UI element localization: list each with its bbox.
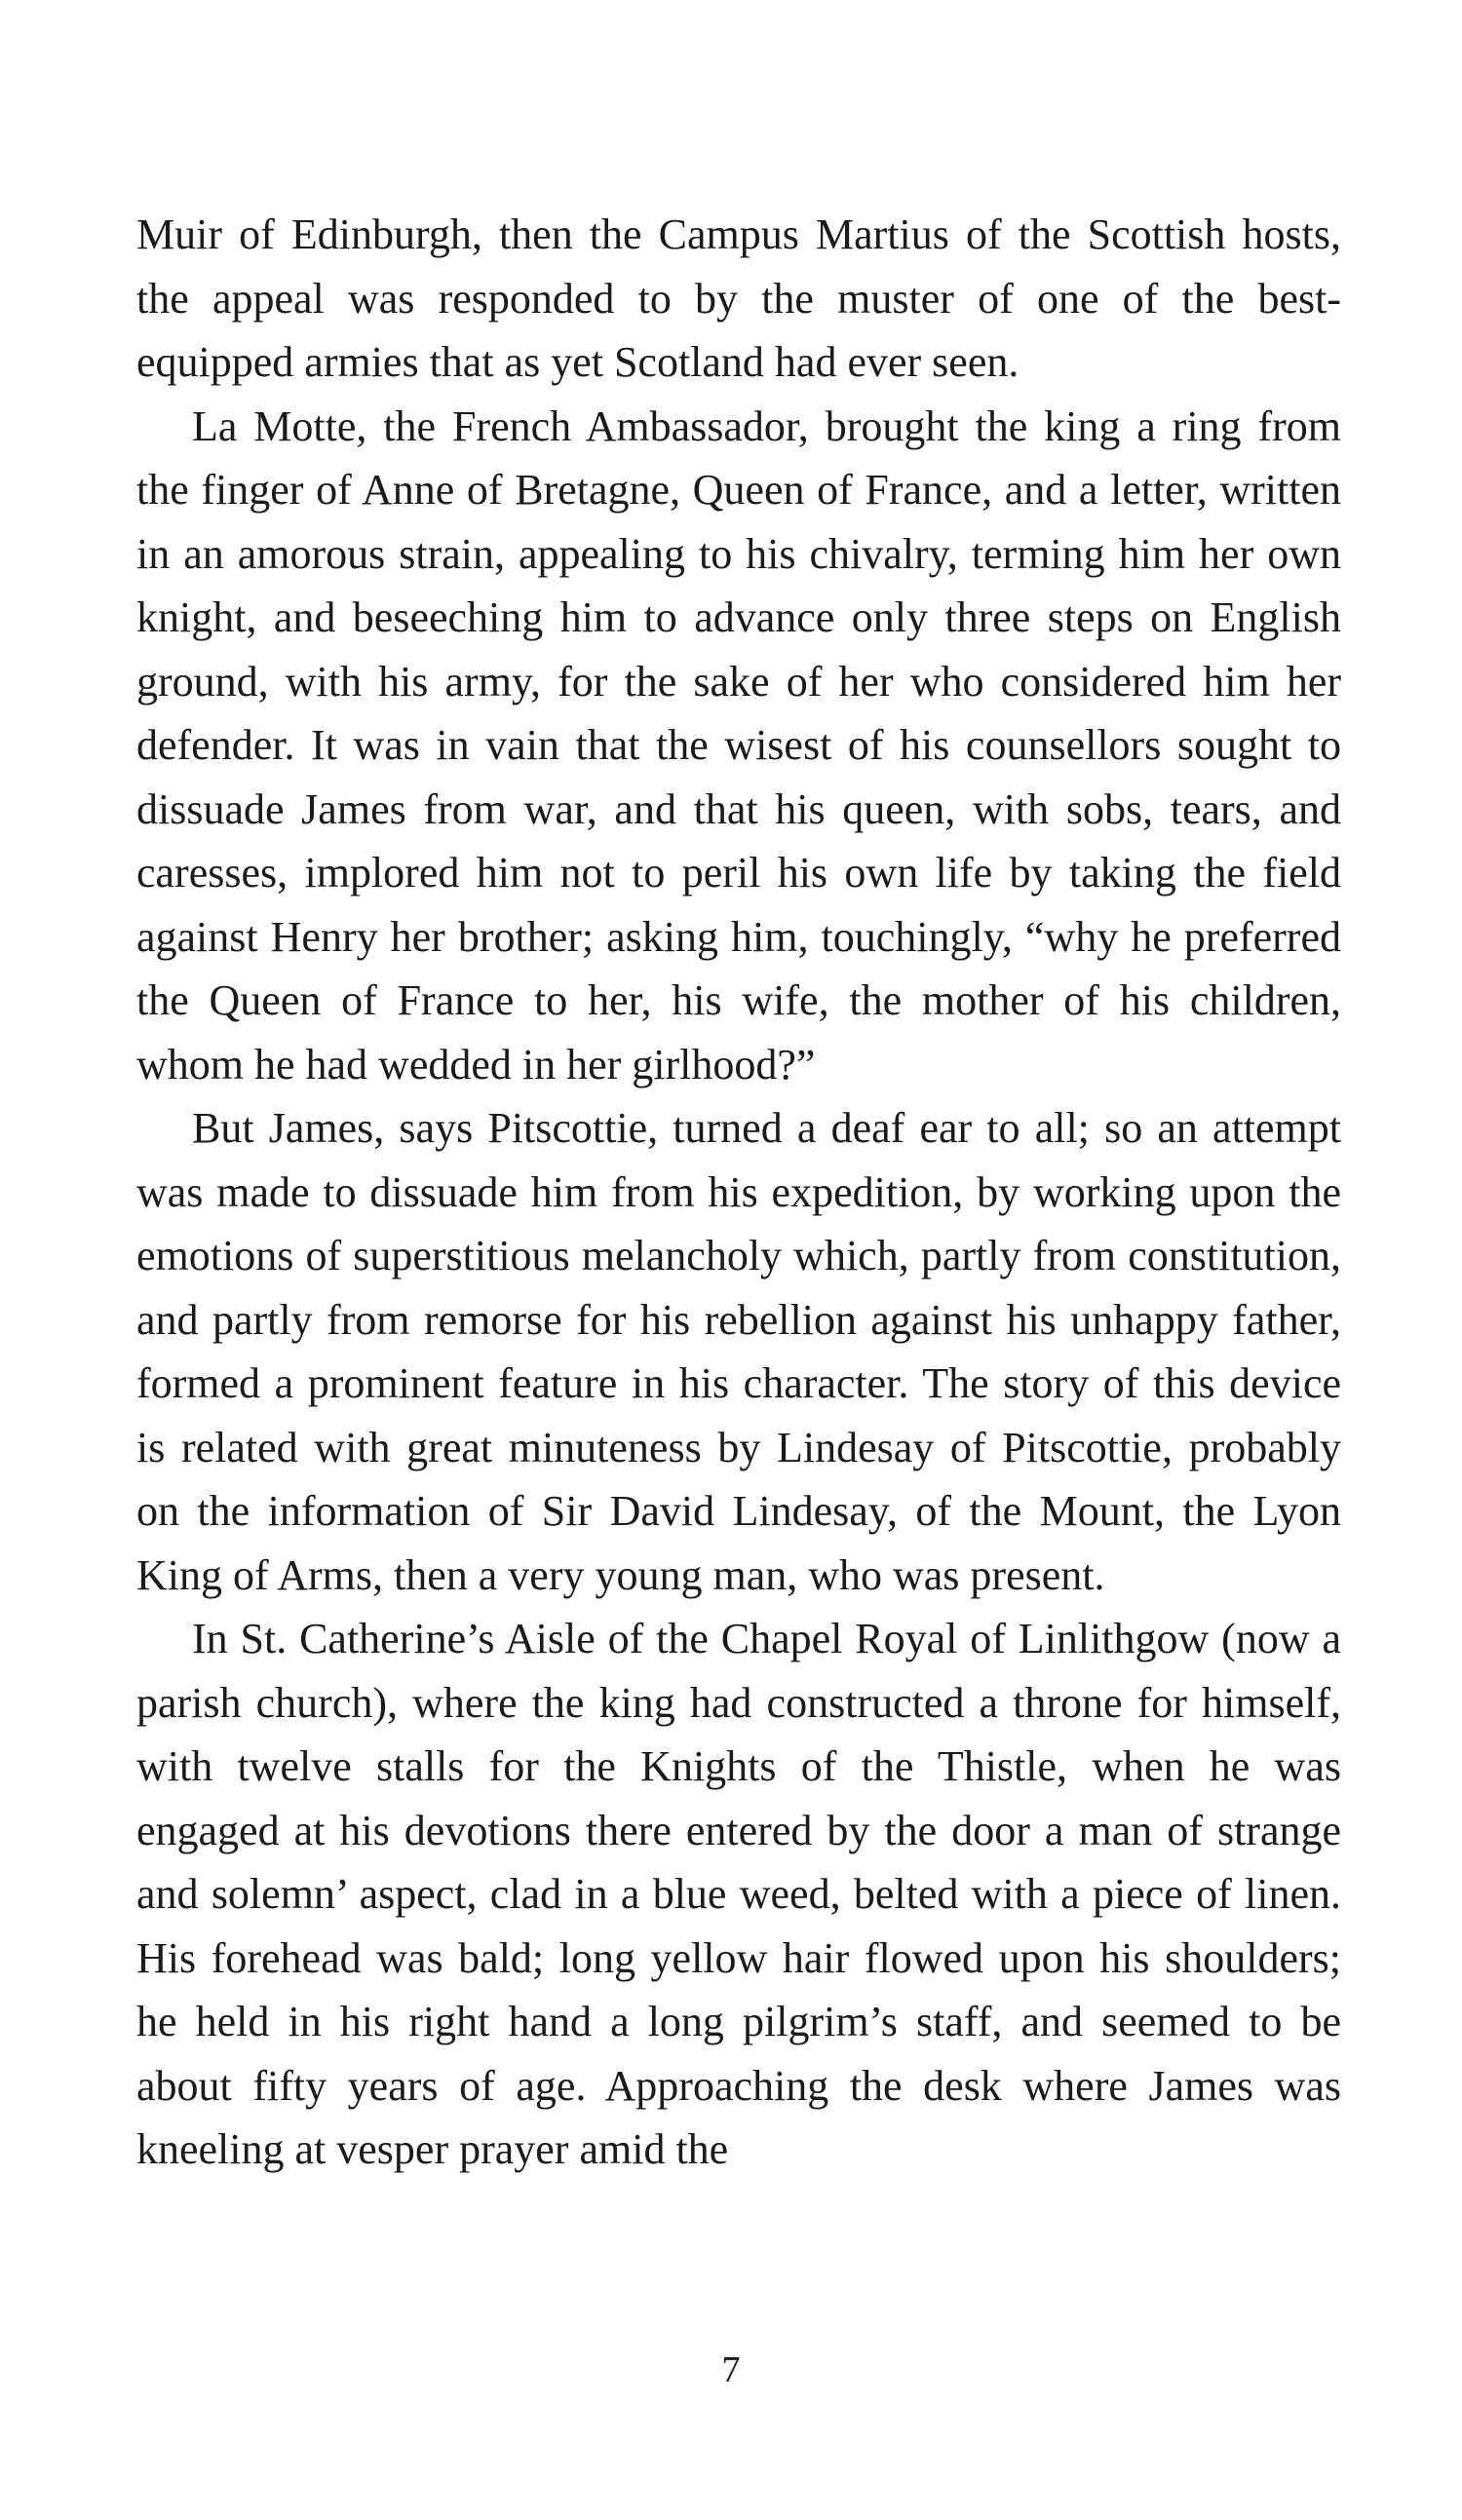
paragraph-muster: Muir of Edinburgh, then the Campus Martius of the Scottish hosts, the appeal was responded to by the muster of one of the best-equipped armies that as yet Scotland had ever seen. (136, 210, 1341, 386)
body-text (136, 203, 1341, 2182)
page-number: 7 (721, 2349, 741, 2390)
paragraph-pitscottie: But James, says Pitscottie, turned a deaf ear to all; so an attempt was made to dissuade him from his expedition, by working upon the emotions of superstitious melancholy which, partly from constitution, and partly from remorse for his rebellion against his unhappy father, formed a prominent feature in his character. The story of this device is related with great minuteness by Lindesay of Pitscottie, probably on the information of Sir David Lindesay, of the Mount, the Lyon King of Arms, then a very young man, who was present. (136, 1104, 1341, 1599)
paragraph-st-catherines-aisle: In St. Catherine’s Aisle of the Chapel Royal of Linlithgow (now a parish church), where the king had constructed a throne for himself, with twelve stalls for the Knights of the Thistle, when he was engaged at his devotions there entered by the door a man of strange and solemn’ aspect, clad in a blue weed, belted with a piece of linen. His forehead was bald; long yellow hair flowed upon his shoulders; he held in his right hand a long pilgrim’s staff, and seemed to be about fifty years of age. Approaching the desk where James was kneeling at vesper prayer amid the (136, 1615, 1341, 2173)
paragraph-la-motte: La Motte, the French Ambassador, brought the king a ring from the finger of Anne of Bretagne, Queen of France, and a letter, written in an amorous strain, appealing to his chivalry, terming him her own knight, and beseeching him to advance only three steps on English ground, with his army, for the sake of her who considered him her defender. It was in vain that the wisest of his counsellors sought to dissuade James from war, and that his queen, with sobs, tears, and caresses, implored him not to peril his own life by taking the field against Henry her brother; asking him, touchingly, “why he preferred the Queen of France to her, his wife, the mother of his children, whom he had wedded in her girlhood?” (136, 401, 1341, 1088)
